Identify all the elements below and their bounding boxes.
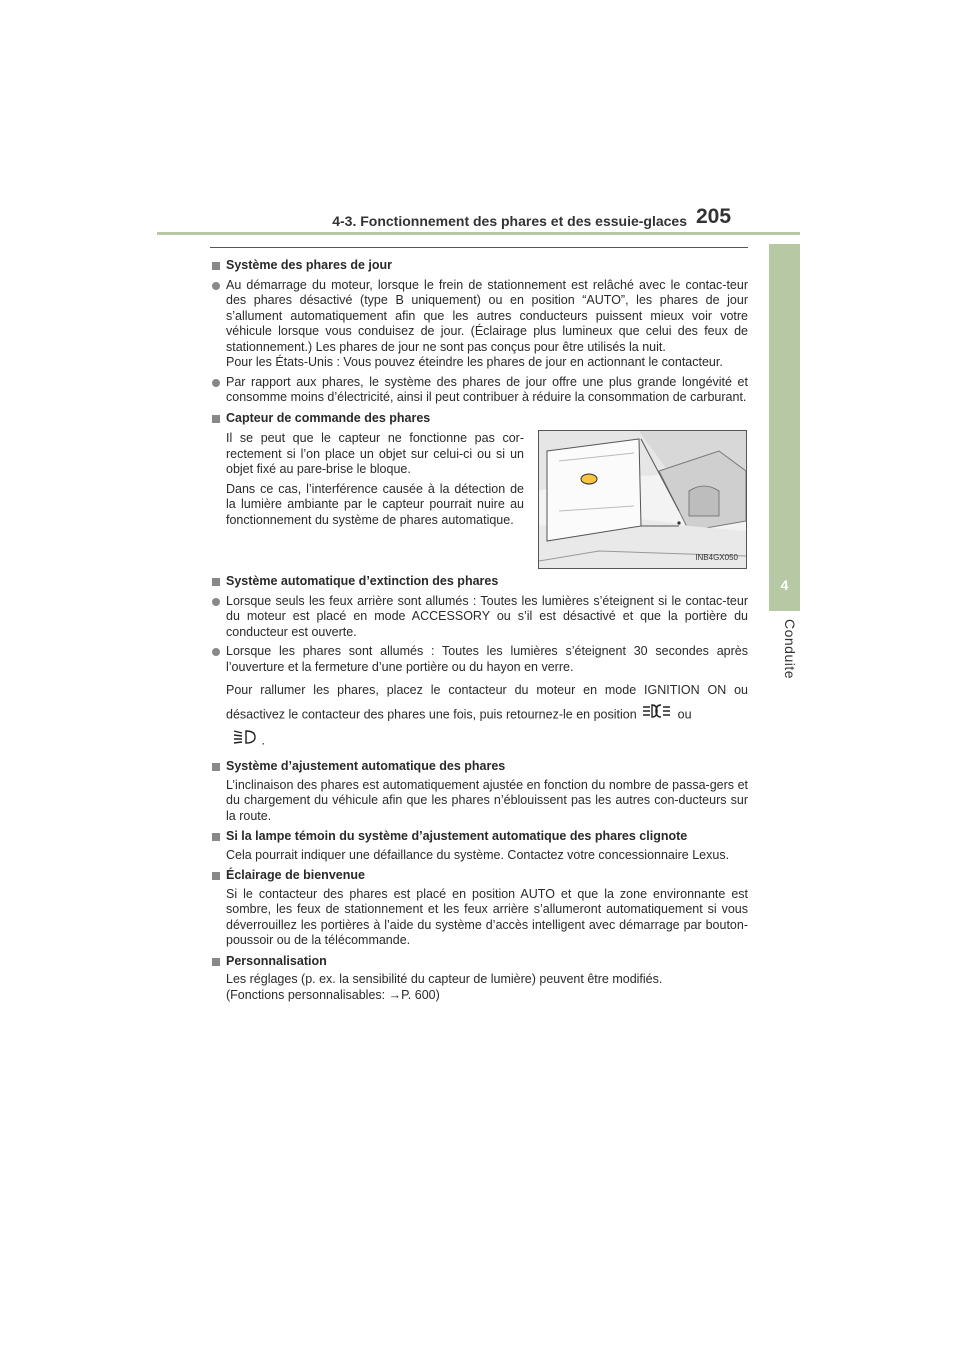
- round-bullet-icon: [212, 648, 220, 656]
- figure-code: INB4GX050: [695, 552, 738, 562]
- square-bullet-icon: [212, 262, 220, 270]
- heading-text: Si la lampe témoin du système d’ajustement automatique des phares clignote: [226, 829, 688, 843]
- round-bullet-icon: [212, 379, 220, 387]
- section-heading: [210, 574, 748, 590]
- paragraph-text-end: .: [261, 733, 265, 748]
- heading-text: Personnalisation: [226, 953, 327, 968]
- round-bullet-icon: [212, 282, 220, 290]
- square-bullet-icon: [212, 958, 220, 966]
- paragraph: Si le contacteur des phares est placé en position AUTO et que la zone environnante est sombre, les feux de stationnement et les feux arrière s’allumeront automatiquement si vous déverrouillez les portières à l’aide du système d’accès intelligent avec démarrage par bouton-poussoir ou de la télécommande.: [226, 886, 748, 947]
- side-tab-number: 4: [780, 577, 789, 593]
- paragraph-text-or: ou: [677, 707, 692, 722]
- parking-light-icon: [640, 702, 674, 728]
- heading-text: Capteur de commande des phares: [226, 410, 431, 425]
- paragraph-text: Pour rallumer les phares, placez le contacteur du moteur en mode IGNITION ON ou désactivez le contacteur des phares une fois, puis retournez-le en position: [226, 683, 748, 722]
- list-item: [210, 278, 748, 371]
- chapter-title: 4-3. Fonctionnement des phares et des essuie-glaces: [332, 213, 687, 229]
- paragraph: Il se peut que le capteur ne fonctionne pas cor-rectement si l’on place un objet sur celui-ci ou si un objet fixé au pare-brise le bloque.: [226, 431, 524, 476]
- heading-text: Éclairage de bienvenue: [226, 868, 365, 882]
- headlight-icon: [232, 728, 258, 754]
- side-tab: [769, 244, 800, 611]
- list-item: [210, 594, 748, 641]
- sensor-section: [210, 428, 748, 569]
- page-content: [210, 258, 748, 1003]
- bullet-text: Lorsque les phares sont allumés : Toutes les lumières s’éteignent 30 secondes après l’ouverture et la fermeture d’une portière ou du hayon en verre.: [226, 644, 748, 674]
- page-reference: (Fonctions personnalisables: →P. 600): [226, 987, 440, 1002]
- bullet-text-extra: Pour les États-Unis : Vous pouvez éteindre les phares de jour en actionnant le contacteur.: [226, 355, 723, 369]
- list-item: [210, 375, 748, 406]
- content-top-rule: [210, 247, 748, 248]
- bullet-text: Au démarrage du moteur, lorsque le frein de stationnement est relâché avec le contac-teur des phares désactivé (type B uniquement) ou en position “AUTO”, les phares de jour s’allument automatiquement afin que les autres conducteurs puissent mieux voir votre véhicule lorsque vous conduisez de jour. (Éclairage plus lumineux que celui des feux de stationnement.) Les phares de jour ne sont pas conçus pour être utilisés la nuit.: [226, 277, 748, 354]
- bullet-text: Lorsque seuls les feux arrière sont allumés : Toutes les lumières s’éteignent si le contac-teur du moteur est placé en mode ACCESSORY ou s’il est désactivé et que la portière du conducteur est ouverte.: [226, 593, 748, 639]
- paragraph: Les réglages (p. ex. la sensibilité du capteur de lumière) peuvent être modifiés.: [226, 972, 663, 986]
- square-bullet-icon: [212, 833, 220, 841]
- section-heading: [210, 829, 748, 845]
- list-item: [210, 644, 748, 675]
- side-tab-label: Conduite: [782, 619, 798, 680]
- heading-text: Système d’ajustement automatique des phares: [226, 759, 506, 773]
- section-heading: [210, 954, 748, 970]
- square-bullet-icon: [212, 415, 220, 423]
- square-bullet-icon: [212, 872, 220, 880]
- header-rule: [157, 232, 800, 235]
- bullet-text: Par rapport aux phares, le système des phares de jour offre une plus grande longévité et consomme moins d’électricité, ainsi il peut contribuer à réduire la consommation de carburant.: [226, 374, 748, 404]
- section-heading: [210, 258, 748, 274]
- paragraph: Dans ce cas, l’interférence causée à la détection de la lumière ambiante par le capteur pourrait nuire au fonctionnement du système de phares automatique.: [226, 481, 524, 527]
- section-heading: [210, 759, 748, 775]
- square-bullet-icon: [212, 763, 220, 771]
- square-bullet-icon: [212, 578, 220, 586]
- paragraph: [226, 678, 748, 754]
- heading-text: Système des phares de jour: [226, 258, 393, 272]
- sensor-illustration: [538, 430, 747, 569]
- dashboard-sensor-drawing: [539, 431, 746, 568]
- paragraph: Cela pourrait indiquer une défaillance du système. Contactez votre concessionnaire Lexus.: [226, 847, 730, 862]
- round-bullet-icon: [212, 598, 220, 606]
- section-heading: [210, 411, 748, 427]
- paragraph: L’inclinaison des phares est automatiquement ajustée en fonction du nombre de passa-gers et du chargement du véhicule afin que les phares n’éblouissent pas les autres con-ducteurs sur la route.: [226, 777, 748, 823]
- page-number: 205: [696, 205, 732, 228]
- section-heading: [210, 868, 748, 884]
- heading-text: Système automatique d’extinction des phares: [226, 574, 499, 588]
